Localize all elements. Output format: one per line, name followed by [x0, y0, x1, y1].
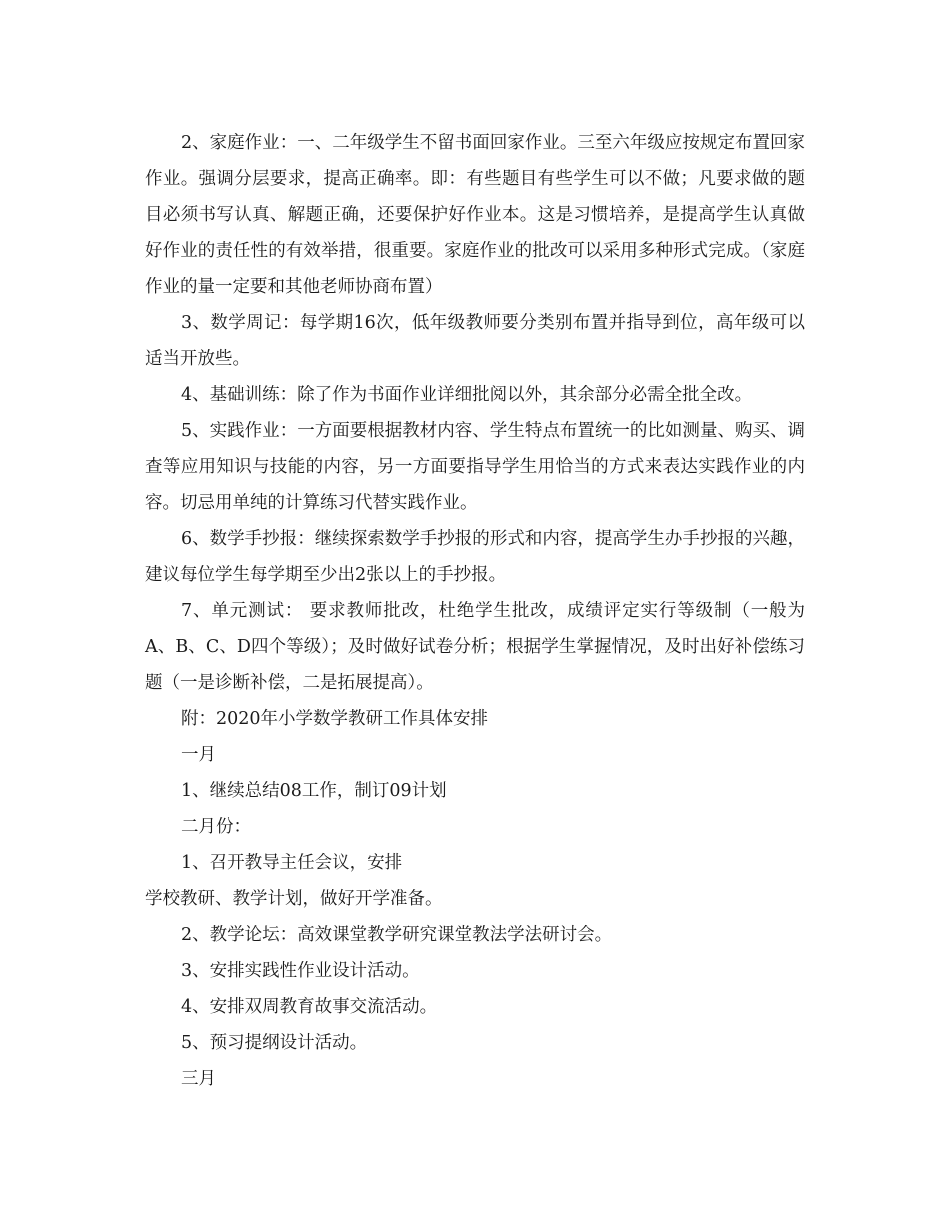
february-item-4: 4、安排双周教育故事交流活动。 [181, 997, 438, 1017]
february-item-1: 1、召开教导主任会议，安排 [181, 853, 403, 873]
paragraph-unit-test: 7、单元测试： 要求教师批改，杜绝学生批改，成绩评定实行等级制（一般为A、B、C、D四个等级）；及时做好试卷分析；根据学生掌握情况，及时出好补偿练习题（一是诊断补偿，二是拓展提高）。 [145, 601, 805, 693]
february-item-3: 3、安排实践性作业设计活动。 [181, 961, 420, 981]
paragraph-math-journal: 3、数学周记：每学期16次，低年级教师要分类别布置并指导到位，高年级可以适当开放些。 [145, 313, 805, 369]
paragraph-basic-training: 4、基础训练：除了作为书面作业详细批阅以外，其余部分必需全批全改。 [181, 385, 753, 405]
paragraph-math-newspaper: 6、数学手抄报：继续探索数学手抄报的形式和内容，提高学生办手抄报的兴趣，建议每位学生每学期至少出2张以上的手抄报。 [145, 529, 805, 585]
february-item-5: 5、预习提纲设计活动。 [181, 1033, 368, 1053]
february-item-1-continued: 学校教研、教学计划，做好开学准备。 [145, 889, 443, 909]
paragraph-practice-homework: 5、实践作业：一方面要根据教材内容、学生特点布置统一的比如测量、购买、调查等应用知识与技能的内容，另一方面要指导学生用恰当的方式来表达实践作业的内容。切忌用单纯的计算练习代替实践作业。 [145, 421, 805, 513]
appendix-title: 附：2020年小学数学教研工作具体安排 [181, 709, 489, 729]
january-item-1: 1、继续总结08工作，制订09计划 [181, 781, 447, 801]
paragraph-homework: 2、家庭作业：一、二年级学生不留书面回家作业。三至六年级应按规定布置回家作业。强调分层要求，提高正确率。即：有些题目有些学生可以不做；凡要求做的题目必须书写认真、解题正确，还要保护好作业本。这是习惯培养，是提高学生认真做好作业的责任性的有效举措，很重要。家庭作业的批改可以采用多种形式完成。（家庭作业的量一定要和其他老师协商布置） [145, 133, 805, 297]
month-heading-january: 一月 [181, 745, 216, 765]
february-item-2: 2、教学论坛：高效课堂教学研究课堂教法学法研讨会。 [181, 925, 613, 945]
month-heading-february: 二月份： [181, 817, 251, 837]
document-body [145, 125, 805, 1097]
month-heading-march: 三月 [181, 1069, 216, 1089]
